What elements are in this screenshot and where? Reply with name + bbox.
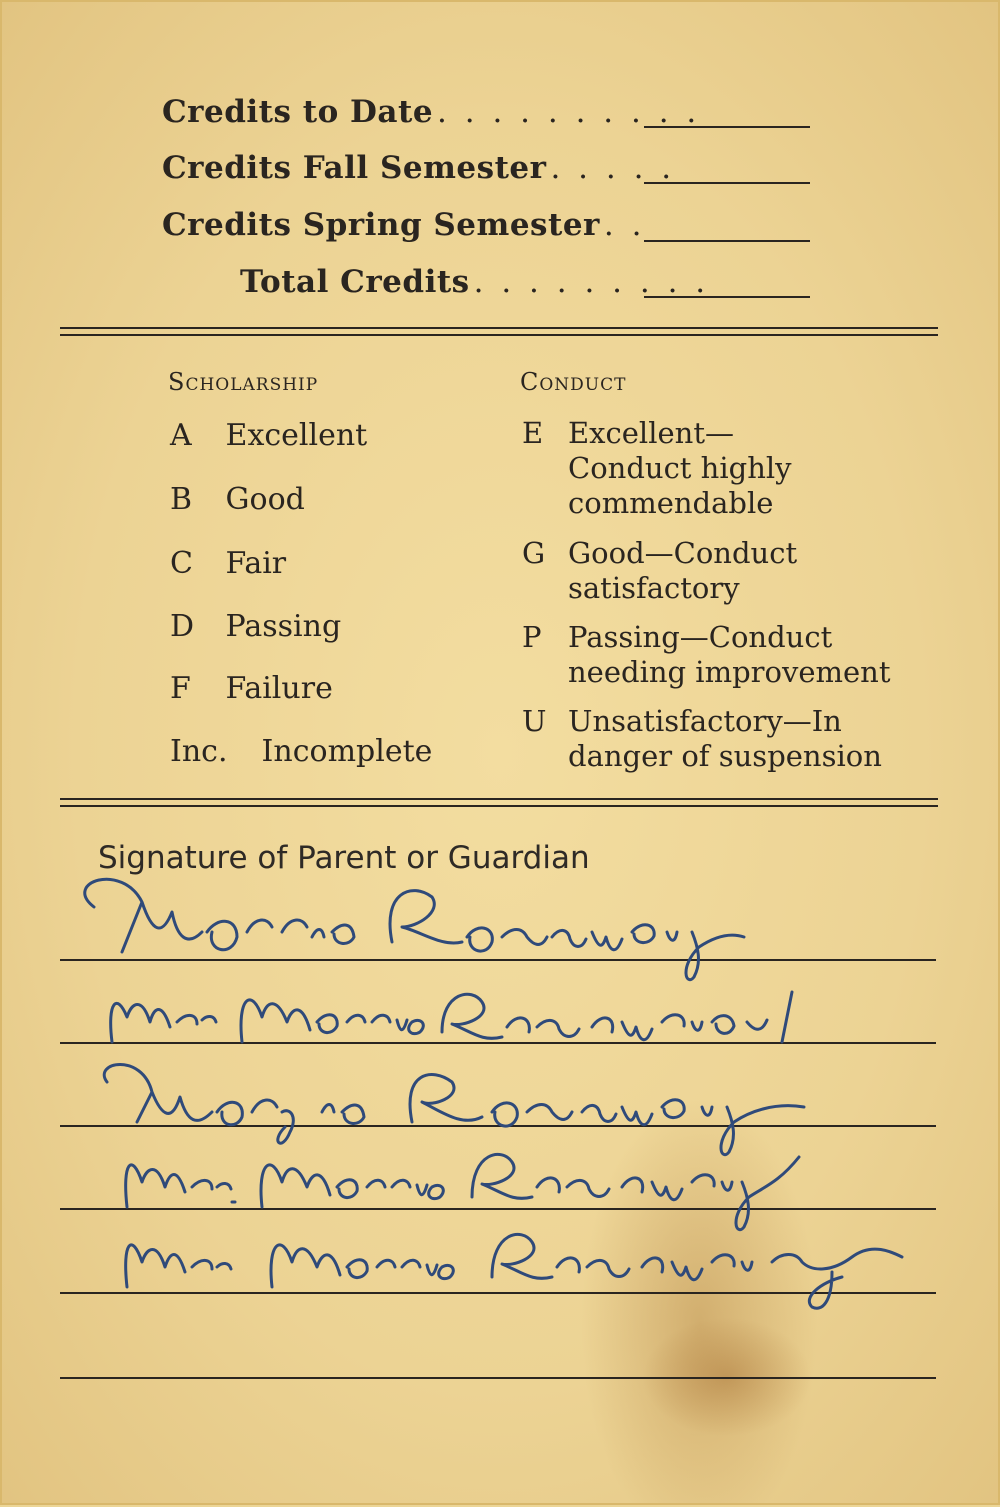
leader-dots: . . . . . . . . . — [473, 264, 710, 300]
grade-code: C — [170, 546, 193, 581]
conduct-desc: Excellent— Conduct highly commendable — [568, 416, 792, 520]
conduct-code: U — [522, 704, 547, 738]
grade-desc: Passing — [225, 609, 342, 644]
leader-dots: . . . . . — [550, 150, 676, 186]
grade-desc: Good — [225, 482, 305, 517]
signature-5 — [126, 1234, 902, 1308]
grade-code: F — [170, 671, 191, 706]
signature-3 — [104, 1065, 804, 1155]
grade-code: A — [170, 418, 192, 453]
grade-code: Inc. — [170, 734, 228, 769]
leader-dots: . . — [603, 207, 646, 243]
leader-dots: . . . . . . . . . . — [437, 94, 701, 130]
conduct-code: E — [522, 416, 544, 450]
conduct-desc: Good—Conduct satisfactory — [568, 536, 798, 605]
signature-4 — [126, 1154, 799, 1229]
grade-desc: Failure — [225, 671, 333, 706]
total-credits-label: Total Credits — [240, 264, 470, 300]
conduct-code: P — [522, 620, 542, 654]
conduct-desc: Passing—Conduct needing improvement — [568, 620, 891, 689]
credits-to-date-label: Credits to Date — [162, 94, 434, 130]
signature-2 — [111, 992, 792, 1042]
handwritten-signatures — [2, 2, 1000, 1507]
scholarship-heading: Scholarship — [168, 368, 319, 396]
signature-1 — [85, 879, 744, 979]
conduct-heading: Conduct — [520, 368, 627, 396]
credits-fall-label: Credits Fall Semester — [162, 150, 547, 186]
conduct-code: G — [522, 536, 546, 570]
grade-code: D — [170, 609, 195, 644]
signature-label: Signature of Parent or Guardian — [98, 840, 590, 876]
credits-spring-label: Credits Spring Semester — [162, 207, 600, 243]
grade-desc: Incomplete — [261, 734, 433, 769]
conduct-desc: Unsatisfactory—In danger of suspension — [568, 704, 882, 773]
grade-desc: Fair — [225, 546, 287, 581]
grade-code: B — [170, 482, 193, 517]
grade-desc: Excellent — [225, 418, 368, 453]
